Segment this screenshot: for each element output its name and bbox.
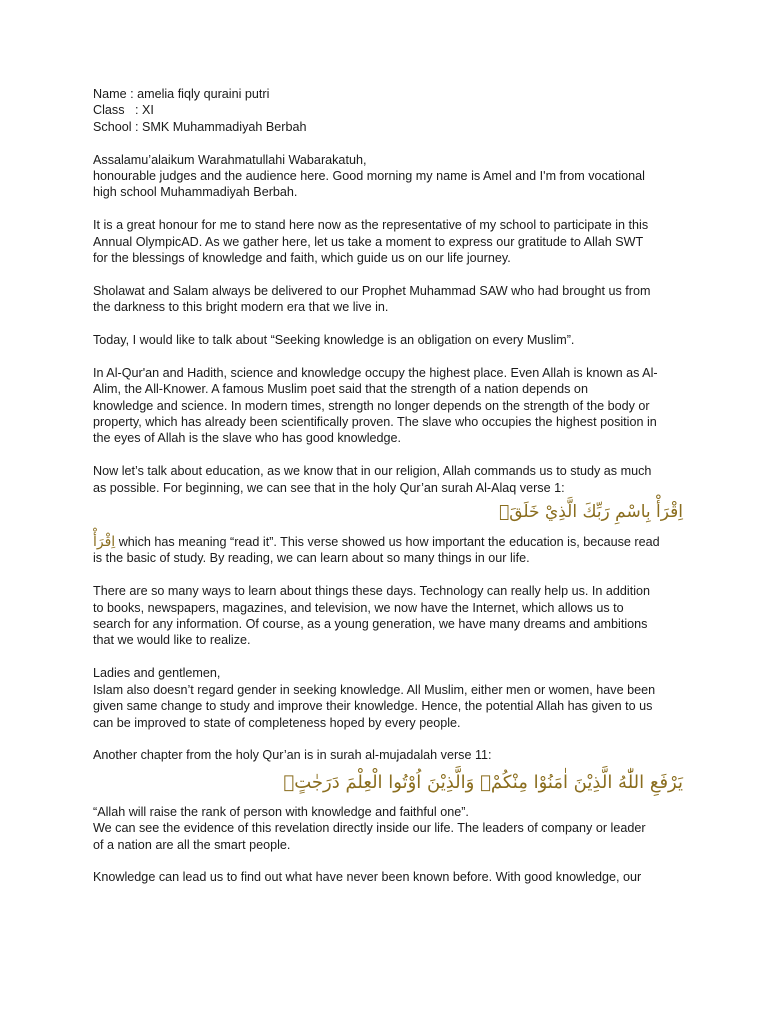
document-page [93,86,683,902]
text-line: There are so many ways to learn about things these days. Technology can really help us. In addition [93,584,651,599]
technology-paragraph [93,583,683,649]
text-line: honourable judges and the audience here. Good morning my name is Amel and I'm from vocational [93,169,645,184]
read-it-paragraph [93,534,683,567]
text-line: We can see the evidence of this revelation directly inside our life. The leaders of company or leader [93,821,646,836]
text-line: for the blessings of knowledge and faith, which guide us on our life journey. [93,251,511,266]
text-line: to books, newspapers, magazines, and television, we now have the Internet, which allows us to [93,600,624,615]
sholawat-paragraph [93,283,683,316]
quran-hadith-paragraph [93,365,683,447]
text-line: Assalamu’alaikum Warahmatullahi Wabarakatuh, [93,152,367,167]
text-fragment: which has meaning “read it”. This verse showed us how important the education is, because read [115,535,660,550]
text-line: Ladies and gentlemen, [93,666,221,681]
text-line: Today, I would like to talk about “Seeking knowledge is an obligation on every Muslim”. [93,333,575,348]
gender-paragraph [93,665,683,731]
text-line: knowledge and science. In modern times, strength no longer depends on the strength of the body or [93,398,650,413]
text-line: Knowledge can lead us to find out what have never been known before. With good knowledge, our [93,870,642,885]
greeting-paragraph [93,152,683,201]
arabic-verse-al-alaq: اِقْرَأْ بِاسْمِ رَبِّكَ الَّذِيْ خَلَقَۚ [499,502,683,523]
text-line: Alim, the All-Knower. A famous Muslim poet said that the strength of a nation depends on [93,382,588,397]
text-line: Now let’s talk about education, as we know that in our religion, Allah commands us to study as much [93,464,652,479]
student-school: School : SMK Muhammadiyah Berbah [93,119,307,134]
topic-paragraph [93,332,683,348]
text-line: Annual OlympicAD. As we gather here, let us take a moment to express our gratitude to Allah SWT [93,234,644,249]
text-line: is the basic of study. By reading, we can learn about so many things in our life. [93,551,530,566]
text-line: high school Muhammadiyah Berbah. [93,185,298,200]
text-line: Sholawat and Salam always be delivered to our Prophet Muhammad SAW who had brought us from [93,283,651,298]
text-line: as possible. For beginning, we can see that in the holy Qur’an surah Al-Alaq verse 1: [93,480,565,495]
text-line: the eyes of Allah is the slave who has good knowledge. [93,431,402,446]
text-line: given same change to study and improve their knowledge. Hence, the potential Allah has given to us [93,699,653,714]
honour-paragraph [93,217,683,266]
text-line: can be improved to state of completeness hoped by every people. [93,715,461,730]
arabic-verse-al-mujadalah: يَرْفَعِ اللّٰهُ الَّذِيْنَ اٰمَنُوْا مِنْكُمْۙ وَالَّذِيْنَ اُوْتُوا الْعِلْمَ دَرَجٰتٍۗ [283,771,683,793]
text-line [93,534,683,550]
knowledge-paragraph [93,869,683,885]
student-header [93,86,683,135]
text-line: It is a great honour for me to stand here now as the representative of my school to participate in this [93,218,649,233]
text-line: property, which has already been scientifically proven. The slave who occupies the highest position in [93,415,657,430]
text-line: In Al-Qur'an and Hadith, science and knowledge occupy the highest place. Even Allah is known as Al- [93,365,658,380]
text-line: “Allah will raise the rank of person with knowledge and faithful one”. [93,804,469,819]
text-line: Another chapter from the holy Qur’an is in surah al-mujadalah verse 11: [93,748,492,763]
raise-rank-paragraph [93,804,683,853]
arabic-word-iqra: اِقْرَأْ [93,534,116,551]
text-line: search for any information. Of course, as a young generation, we have many dreams and ambitions [93,617,648,632]
student-name: Name : amelia fiqly quraini putri [93,87,270,101]
text-line: the darkness to this bright modern era that we live in. [93,300,389,315]
education-paragraph [93,463,683,496]
text-line: of a nation are all the smart people. [93,837,291,852]
student-class: Class : XI [93,103,154,118]
mujadalah-paragraph [93,747,683,763]
text-line: Islam also doesn’t regard gender in seeking knowledge. All Muslim, either men or women, have been [93,682,656,697]
text-line: that we would like to realize. [93,633,251,648]
